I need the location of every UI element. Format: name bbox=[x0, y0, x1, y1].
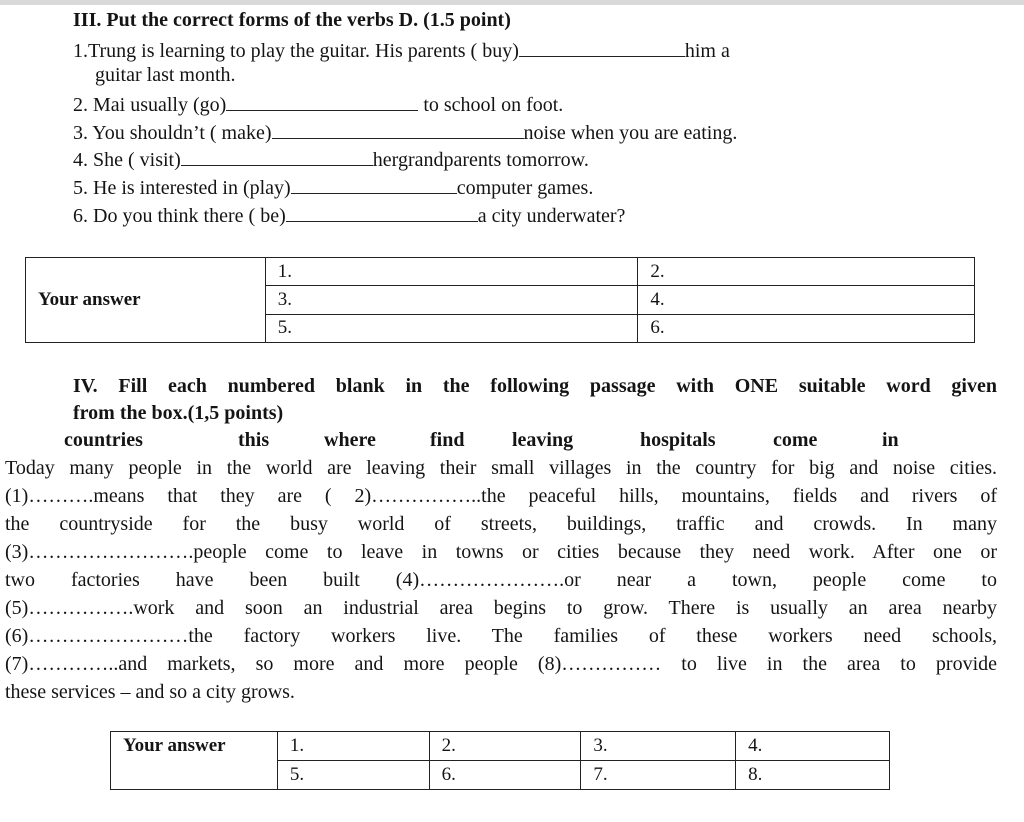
exercise-item-4: 4. She ( visit) hergrandparents tomorrow. bbox=[73, 149, 589, 171]
answer-table-label: Your answer bbox=[111, 732, 278, 790]
answer-table-section-3 bbox=[25, 257, 975, 343]
answer-blank[interactable] bbox=[181, 147, 373, 166]
passage-line: these services – and so a city grows. bbox=[5, 681, 295, 703]
answer-blank[interactable] bbox=[272, 120, 524, 139]
passage-line: (6)……………………the factory workers live. The families of these workers need schools, bbox=[5, 625, 997, 647]
answer-cell[interactable]: 5. bbox=[265, 314, 638, 342]
answer-cell[interactable]: 2. bbox=[429, 732, 581, 761]
section-4-title-line-2: from the box.(1,5 points) bbox=[73, 402, 284, 424]
answer-cell[interactable]: 7. bbox=[581, 761, 736, 790]
word-option: countries bbox=[64, 429, 143, 451]
answer-cell[interactable]: 6. bbox=[638, 314, 975, 342]
answer-cell[interactable]: 2. bbox=[638, 258, 975, 286]
exercise-item-3: 3. You shouldn’t ( make) noise when you are eating. bbox=[73, 122, 738, 144]
passage-line: the countryside for the busy world of streets, buildings, traffic and crowds. In many bbox=[5, 513, 997, 535]
answer-table-section-4 bbox=[110, 731, 890, 790]
word-option: where bbox=[324, 429, 376, 451]
answer-blank[interactable] bbox=[291, 175, 457, 194]
passage-line: (1)……….means that they are ( 2)……………..the peaceful hills, mountains, fields and rivers of bbox=[5, 485, 997, 507]
word-option: find bbox=[430, 429, 465, 451]
answer-cell[interactable]: 6. bbox=[429, 761, 581, 790]
page-top-border bbox=[0, 0, 1024, 5]
word-option: come bbox=[773, 429, 818, 451]
answer-cell[interactable]: 1. bbox=[277, 732, 429, 761]
passage-line: (5)…………….work and soon an industrial area begins to grow. There is usually an area nearby bbox=[5, 597, 997, 619]
word-option: this bbox=[238, 429, 270, 451]
exercise-item-1: 1.Trung is learning to play the guitar. His parents ( buy) him a bbox=[73, 40, 730, 62]
answer-cell[interactable]: 3. bbox=[265, 286, 638, 314]
exercise-item-5: 5. He is interested in (play) computer games. bbox=[73, 177, 594, 199]
word-option: in bbox=[882, 429, 899, 451]
passage-line: Today many people in the world are leaving their small villages in the country for big and noise cities. bbox=[5, 457, 997, 479]
exercise-item-2: 2. Mai usually (go) to school on foot. bbox=[73, 94, 564, 116]
passage-line: (3)…………………….people come to leave in towns or cities because they need work. After one or bbox=[5, 541, 997, 563]
section-4-title-line-1: IV. Fill each numbered blank in the following passage with ONE suitable word given bbox=[73, 375, 997, 397]
answer-cell[interactable]: 3. bbox=[581, 732, 736, 761]
answer-cell[interactable]: 4. bbox=[638, 286, 975, 314]
passage-line: (7)…………..and markets, so more and more people (8)…………… to live in the area to provide bbox=[5, 653, 997, 675]
exercise-item-1-continued: guitar last month. bbox=[95, 64, 236, 86]
section-3-title: III. Put the correct forms of the verbs D. (1.5 point) bbox=[73, 9, 511, 31]
answer-blank[interactable] bbox=[519, 38, 685, 57]
passage-line: two factories have been built (4)………………….or near a town, people come to bbox=[5, 569, 997, 591]
answer-table-label: Your answer bbox=[26, 258, 266, 343]
answer-blank[interactable] bbox=[286, 203, 478, 222]
answer-cell[interactable]: 5. bbox=[277, 761, 429, 790]
answer-cell[interactable]: 8. bbox=[736, 761, 890, 790]
exercise-item-6: 6. Do you think there ( be) a city underwater? bbox=[73, 205, 626, 227]
word-option: leaving bbox=[512, 429, 574, 451]
word-option: hospitals bbox=[640, 429, 716, 451]
answer-cell[interactable]: 4. bbox=[736, 732, 890, 761]
answer-cell[interactable]: 1. bbox=[265, 258, 638, 286]
answer-blank[interactable] bbox=[226, 92, 418, 111]
